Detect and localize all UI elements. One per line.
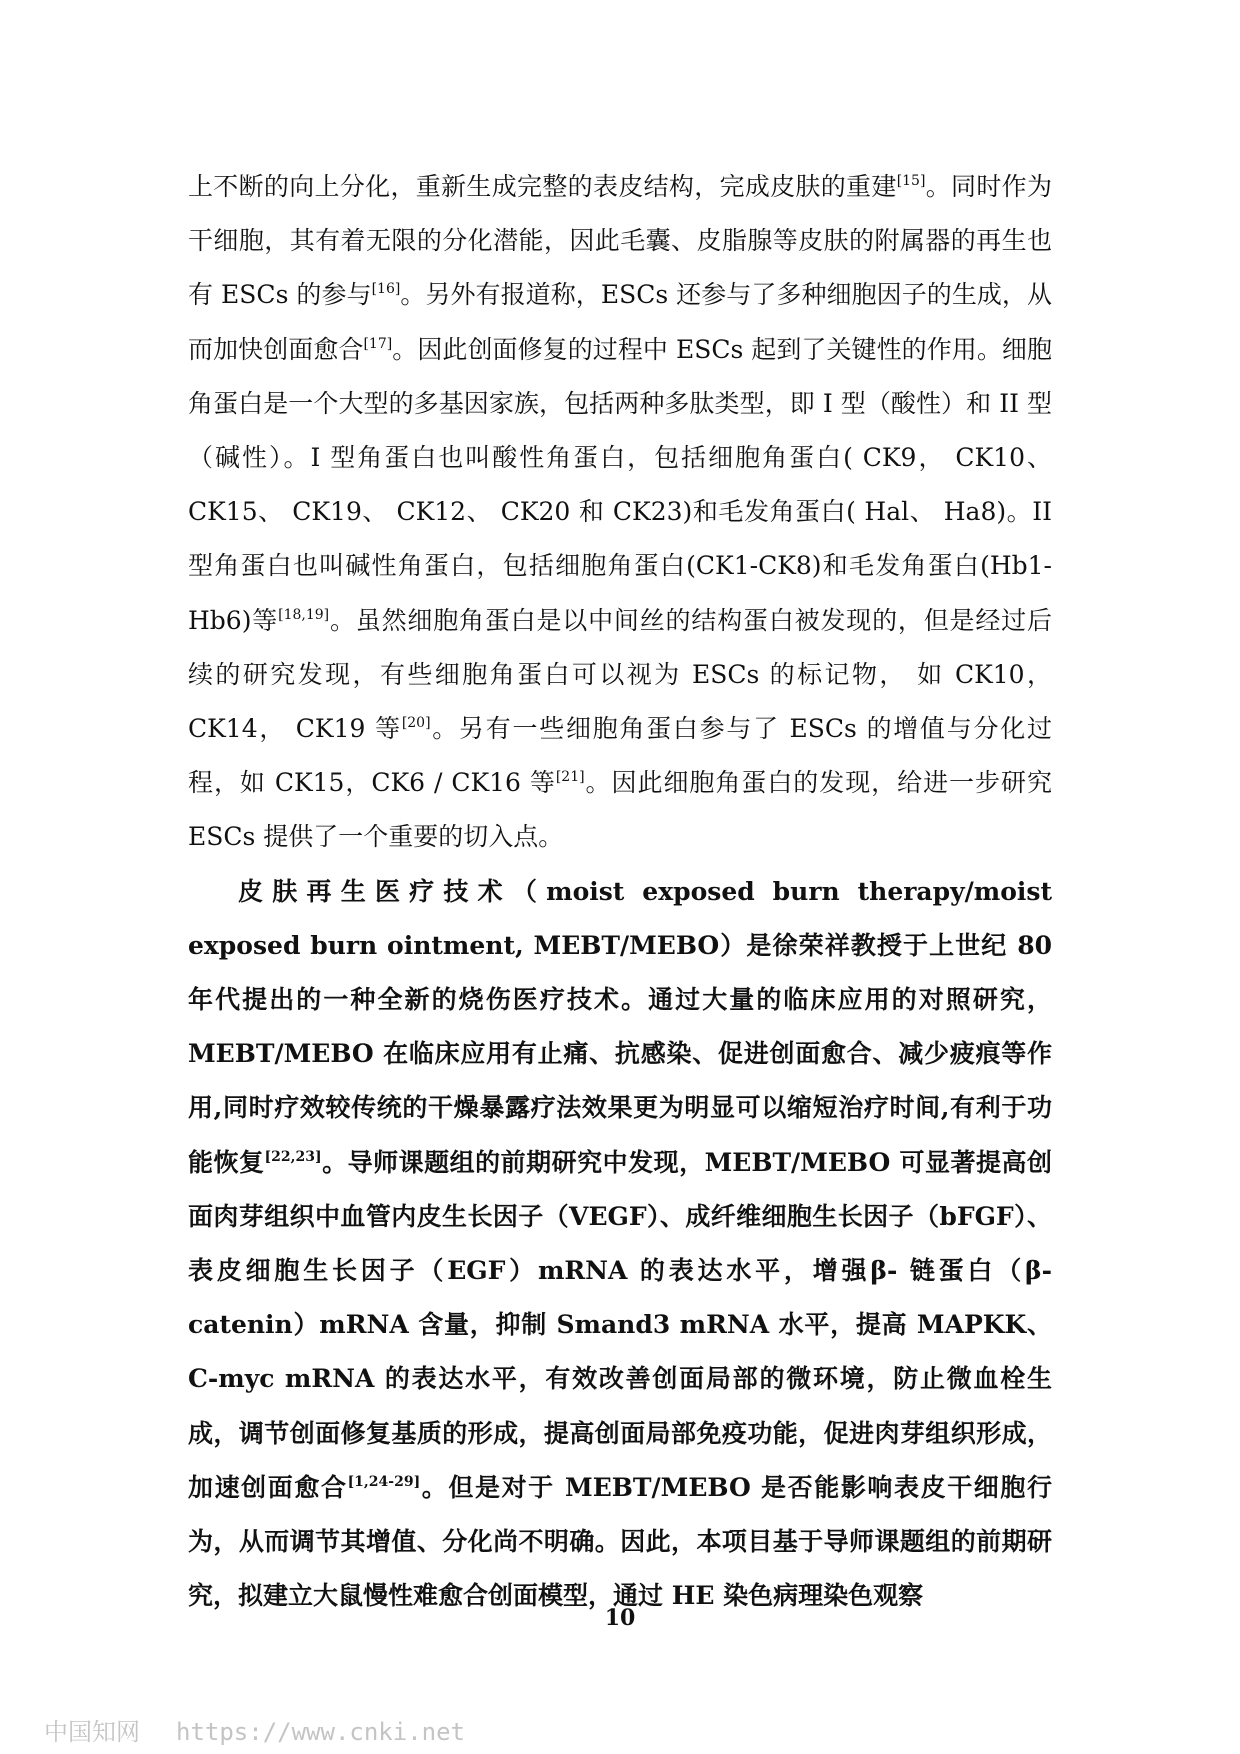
paragraph-stem-cells-keratin: [188, 160, 1052, 865]
text-run: 。另外有报道称，ESCs 还参与了多种细胞因子的生成，从而加快创面愈合: [188, 280, 1052, 364]
text-run: 。同时作为干细胞，其有着无限的分化潜能，因此毛囊、皮脂腺等皮肤的附属器的再生也有 ESCs 的参与: [188, 172, 1052, 310]
citation-ref: [1,24-29]: [347, 1473, 421, 1490]
citation-ref: [22,23]: [264, 1148, 322, 1165]
text-run: 。因此创面修复的过程中 ESCs 起到了关键性的作用。细胞角蛋白是一个大型的多基因家族，包括两种多肽类型，即 I 型（酸性）和 II 型（碱性）。I 型角蛋白也叫酸性角蛋白，包括细胞角蛋白( CK9， CK10、CK15、 CK19、 CK12、 CK20 和 CK23)和毛发角蛋白( Hal、 Ha8)。II 型角蛋白也叫碱性角蛋白，包括细胞角蛋白(CK1-CK8)和毛发角蛋白(Hb1-Hb6)等: [188, 334, 1052, 635]
text-run: 。另有一些细胞角蛋白参与了 ESCs 的增值与分化过程，如 CK15，CK6 / CK16 等: [188, 714, 1052, 798]
watermark-url: https://www.cnki.net: [176, 1718, 465, 1746]
text-run: 。导师课题组的前期研究中发现，MEBT/MEBO 可显著提高创面肉芽组织中血管内皮生长因子（VEGF）、成纤维细胞生长因子（bFGF）、表皮细胞生长因子（EGF）mRNA 的表达水平，增强β- 链蛋白（β-catenin）mRNA 含量，抑制 Smand3 mRNA 水平，提高 MAPKK、C-myc mRNA 的表达水平，有效改善创面局部的微环境，防止微血栓生成，调节创面修复基质的形成，提高创面局部免疫功能，促进肉芽组织形成，加速创面愈合: [188, 1147, 1052, 1502]
citation-ref: [16]: [371, 281, 401, 298]
text-run: 。因此细胞角蛋白的发现，给进一步研究 ESCs 提供了一个重要的切入点。: [188, 768, 1052, 852]
citation-ref: [15]: [896, 173, 926, 189]
text-run: 上不断的向上分化，重新生成完整的表皮结构，完成皮肤的重建: [188, 172, 897, 201]
citation-ref: [17]: [363, 335, 393, 352]
body-text: [188, 160, 1052, 1623]
page-number: 10: [604, 1605, 636, 1631]
citation-ref: [18,19]: [278, 606, 330, 623]
cnki-watermark: [44, 1712, 465, 1747]
citation-ref: [21]: [555, 769, 585, 786]
citation-ref: [20]: [401, 715, 431, 732]
paragraph-mebt-mebo: [188, 865, 1052, 1624]
text-run: 皮肤再生医疗技术（moist exposed burn therapy/moist exposed burn ointment, MEBT/MEBO）是徐荣祥教授于上世纪 80 年代提出的一种全新的烧伤医疗技术。通过大量的临床应用的对照研究，MEBT/MEBO 在临床应用有止痛、抗感染、促进创面愈合、减少疲痕等作用,同时疗效较传统的干燥暴露疗法效果更为明显可以缩短治疗时间,有利于功能恢复: [188, 876, 1052, 1177]
watermark-name: 中国知网: [44, 1718, 140, 1746]
text-run: 。虽然细胞角蛋白是以中间丝的结构蛋白被发现的，但是经过后续的研究发现，有些细胞角蛋白可以视为 ESCs 的标记物， 如 CK10， CK14， CK19 等: [188, 605, 1052, 744]
text-run: 。但是对于 MEBT/MEBO 是否能影响表皮干细胞行为，从而调节其增值、分化尚不明确。因此，本项目基于导师课题组的前期研究，拟建立大鼠慢性难愈合创面模型，通过 HE 染色病理染色观察: [188, 1472, 1052, 1611]
